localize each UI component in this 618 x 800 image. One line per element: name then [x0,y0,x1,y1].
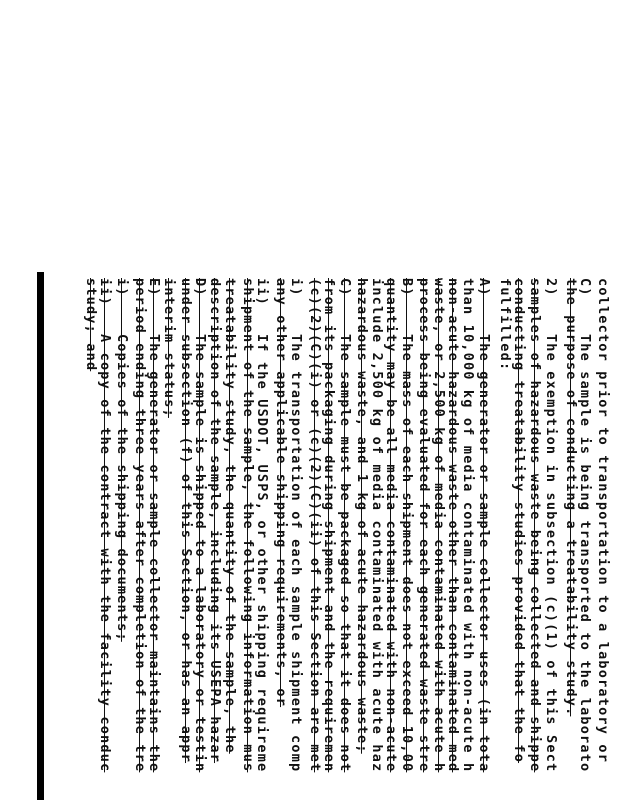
document-line: 2) The exemption in subsection (c)(1) of this Sect [543,278,559,773]
document-line: the purpose of conducting a treatability study. [563,278,579,717]
document-line: i) The transportation of each sample shipment comp [288,278,304,773]
document-line: include 2,500 kg of media contaminated with acute haz [369,278,385,773]
document-line: period ending three years after completion of the tre [132,278,148,773]
document-line: shipment of the sample, the following information mus [240,278,256,773]
document-line: i) Copies of the shipping documents; [114,278,130,642]
document-line: C) The sample must be packaged so that it does not [337,278,353,773]
rotated-text-block [58,0,618,800]
scan-edge-bar [37,272,44,800]
document-line: from its packaging during shipment and the requiremen [321,278,337,773]
document-line: E) The generator or sample collector maintains the [146,278,162,773]
document-line: description of the sample, including its USEPA hazar [207,278,223,764]
document-line: hazardous waste, and 1 kg of acute hazardous waste; [354,278,370,754]
document-line: waste, or 2,500 kg of media contaminated with acute h [431,278,447,773]
document-line: (c)(2)(C)(i) or (c)(2)(C)(ii) of this Section are met [307,278,323,773]
document-line: A) The generator or sample collector uses (in tota [476,278,492,773]
document-line: treatability study, the quantity of the sample, the [222,278,238,754]
document-line: B) The mass of each shipment does not exceed 10,00 [399,278,415,773]
document-line: study; and [83,278,99,372]
document-line: ii) If the USDOT, USPS, or other shipping requireme [254,278,270,773]
document-line: ii) A copy of the contract with the facility conduc [97,278,113,773]
document-line: quantity may be all media contaminated with non-acute [383,278,399,773]
document-line: samples of hazardous waste being collected and shippe [527,278,543,773]
document-line: any other applicable shipping requirements, or [273,278,289,708]
document-line: under subsection (f) of this Section, or has an appr [178,278,194,764]
document-line: non-acute hazardous waste other than contaminated med [445,278,461,773]
document-line: interim status; [161,278,177,418]
document-line: collector prior to transportation to a laboratory or [595,278,611,764]
document-line: conducting treatability studies provided that the fo [511,278,527,764]
document-line: process being evaluated for each generated waste stre [416,278,432,773]
document-line: D) The sample is shipped to a laboratory or testin [192,278,208,773]
document-line: than 10,000 kg of media contaminated with non-acute h [460,278,476,773]
document-line: fulfilled: [497,278,513,372]
document-line: C) The sample is being transported to the laborato [577,278,593,773]
